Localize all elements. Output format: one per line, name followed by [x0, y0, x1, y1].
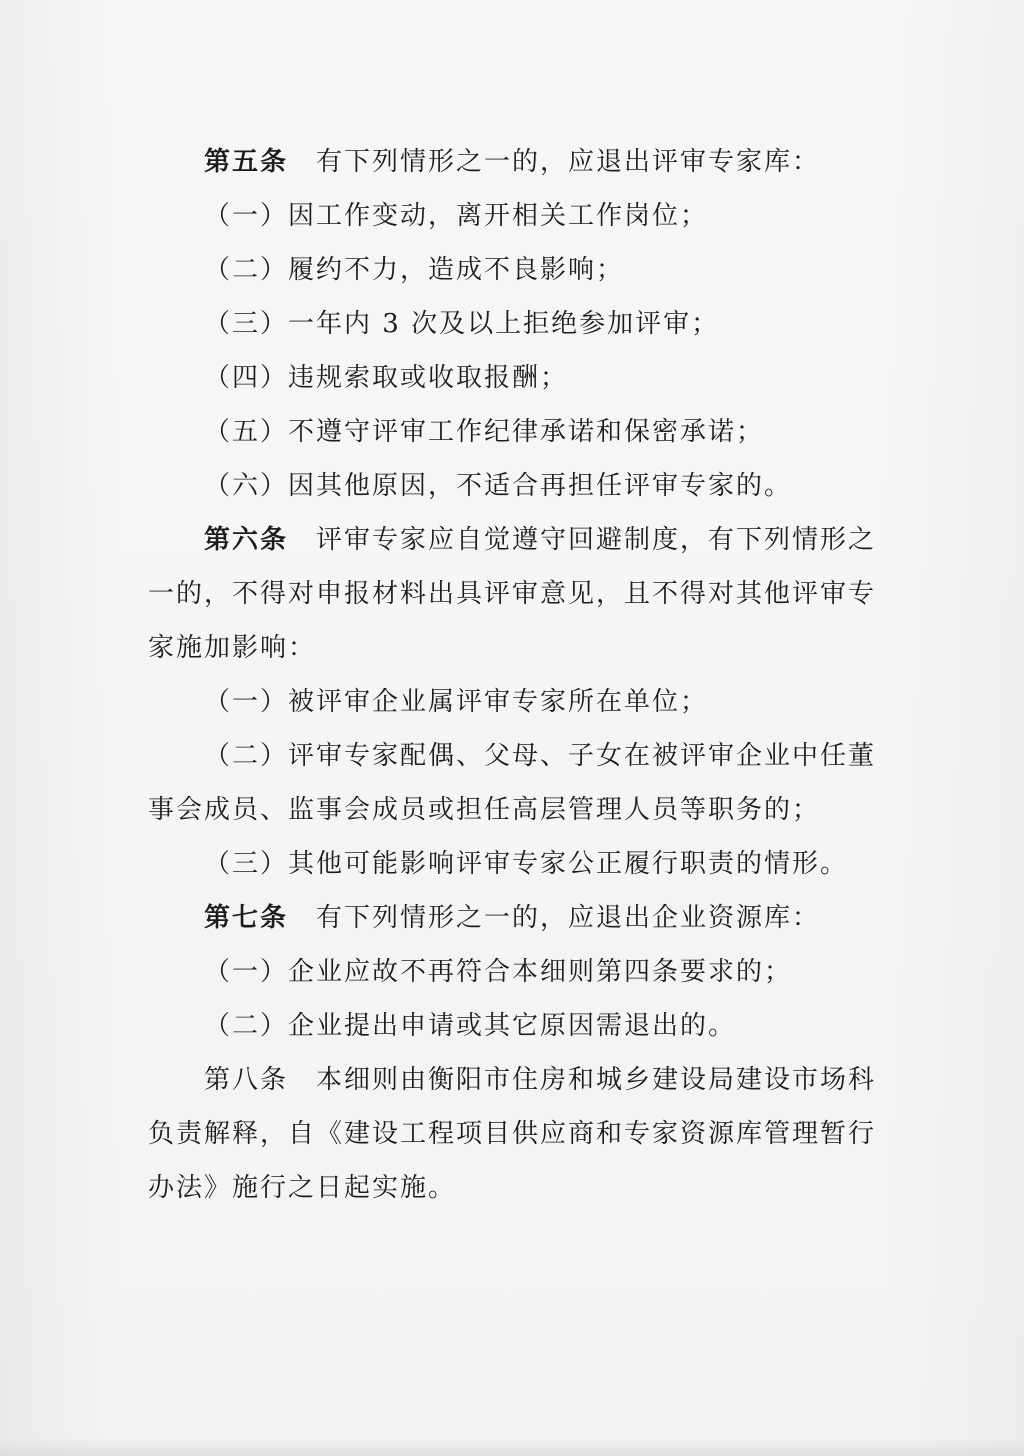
article-5-text: 有下列情形之一的，应退出评审专家库： [316, 147, 821, 177]
article-6 [148, 513, 883, 675]
article-5-title: 第五条 [204, 147, 289, 177]
scan-shadow-left [0, 0, 120, 1456]
article-8 [148, 1053, 883, 1215]
document-body [148, 135, 883, 1215]
article-5-item-4: （四）违规索取或收取报酬； [204, 363, 569, 393]
article-7-item-1: （一）企业应故不再符合本细则第四条要求的； [204, 957, 793, 987]
article-5-item-2: （二）履约不力，造成不良影响； [204, 255, 625, 285]
article-7-item-2: （二）企业提出申请或其它原因需退出的。 [204, 1011, 737, 1041]
article-8-title: 第八条 [204, 1065, 289, 1095]
article-6-item-3: （三）其他可能影响评审专家公正履行职责的情形。 [204, 849, 849, 879]
scan-bottom-edge [0, 1438, 1024, 1456]
article-5-item-1: （一）因工作变动，离开相关工作岗位； [204, 201, 709, 231]
article-5-item-3: （三）一年内 3 次及以上拒绝参加评审； [204, 309, 720, 339]
article-7-title: 第七条 [204, 903, 289, 933]
article-6-title: 第六条 [204, 525, 289, 555]
article-6-item-2: （二）评审专家配偶、父母、子女在被评审企业中任董事会成员、监事会成员或担任高层管理人员等职务的； [148, 741, 877, 825]
article-7-text: 有下列情形之一的，应退出企业资源库： [316, 903, 821, 933]
article-8-text: 本细则由衡阳市住房和城乡建设局建设市场科负责解释，自《建设工程项目供应商和专家资源库管理暂行办法》施行之日起实施。 [148, 1065, 877, 1203]
article-6-text: 评审专家应自觉遵守回避制度，有下列情形之一的，不得对申报材料出具评审意见，且不得对其他评审专家施加影响： [148, 525, 877, 663]
scan-shadow-right [884, 0, 1024, 1456]
article-5-item-5: （五）不遵守评审工作纪律承诺和保密承诺； [204, 417, 765, 447]
article-5 [148, 135, 883, 189]
article-7 [148, 891, 883, 945]
article-6-item-1: （一）被评审企业属评审专家所在单位； [204, 687, 709, 717]
article-5-item-6: （六）因其他原因，不适合再担任评审专家的。 [204, 471, 793, 501]
